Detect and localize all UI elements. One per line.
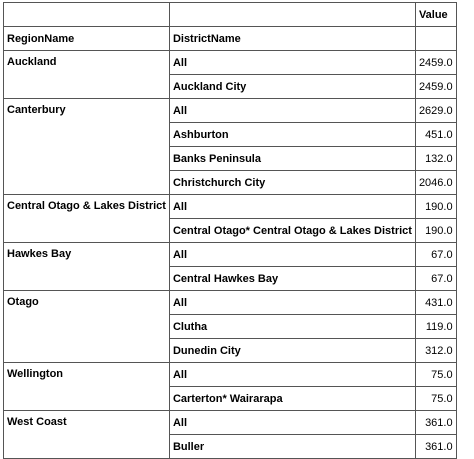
header-value: Value	[415, 3, 456, 27]
region-cell: Wellington	[4, 363, 170, 411]
table-row	[4, 411, 457, 435]
table-body	[4, 51, 457, 459]
district-cell: Central Hawkes Bay	[169, 267, 415, 291]
table-row	[4, 99, 457, 123]
table-row	[4, 291, 457, 315]
value-cell: 361.0	[415, 411, 456, 435]
value-cell: 67.0	[415, 267, 456, 291]
region-cell: Otago	[4, 291, 170, 363]
header-empty-cell-2	[169, 3, 415, 27]
header-district-name: DistrictName	[169, 27, 415, 51]
data-table	[3, 2, 457, 459]
region-cell: Central Otago & Lakes District	[4, 195, 170, 243]
district-cell: Clutha	[169, 315, 415, 339]
value-cell: 67.0	[415, 243, 456, 267]
district-cell: All	[169, 195, 415, 219]
header-empty-cell-1	[4, 3, 170, 27]
district-cell: All	[169, 243, 415, 267]
district-cell: Auckland City	[169, 75, 415, 99]
region-cell: West Coast	[4, 411, 170, 459]
value-cell: 312.0	[415, 339, 456, 363]
data-table-container	[3, 2, 457, 459]
value-cell: 119.0	[415, 315, 456, 339]
header-row-index-names	[4, 27, 457, 51]
district-cell: All	[169, 99, 415, 123]
value-cell: 190.0	[415, 219, 456, 243]
value-cell: 451.0	[415, 123, 456, 147]
district-cell: Dunedin City	[169, 339, 415, 363]
district-cell: All	[169, 411, 415, 435]
table-row	[4, 243, 457, 267]
district-cell: Ashburton	[169, 123, 415, 147]
table-row	[4, 195, 457, 219]
value-cell: 2046.0	[415, 171, 456, 195]
district-cell: Carterton* Wairarapa	[169, 387, 415, 411]
value-cell: 75.0	[415, 387, 456, 411]
district-cell: All	[169, 51, 415, 75]
value-cell: 190.0	[415, 195, 456, 219]
region-cell: Auckland	[4, 51, 170, 99]
district-cell: Buller	[169, 435, 415, 459]
district-cell: All	[169, 363, 415, 387]
header-empty-cell-3	[415, 27, 456, 51]
region-cell: Hawkes Bay	[4, 243, 170, 291]
district-cell: Central Otago* Central Otago & Lakes District	[169, 219, 415, 243]
value-cell: 2459.0	[415, 75, 456, 99]
value-cell: 2629.0	[415, 99, 456, 123]
table-header	[4, 3, 457, 51]
value-cell: 2459.0	[415, 51, 456, 75]
value-cell: 431.0	[415, 291, 456, 315]
district-cell: All	[169, 291, 415, 315]
district-cell: Christchurch City	[169, 171, 415, 195]
value-cell: 75.0	[415, 363, 456, 387]
header-row-value	[4, 3, 457, 27]
table-row	[4, 363, 457, 387]
table-row	[4, 51, 457, 75]
district-cell: Banks Peninsula	[169, 147, 415, 171]
region-cell: Canterbury	[4, 99, 170, 195]
value-cell: 132.0	[415, 147, 456, 171]
header-region-name: RegionName	[4, 27, 170, 51]
value-cell: 361.0	[415, 435, 456, 459]
